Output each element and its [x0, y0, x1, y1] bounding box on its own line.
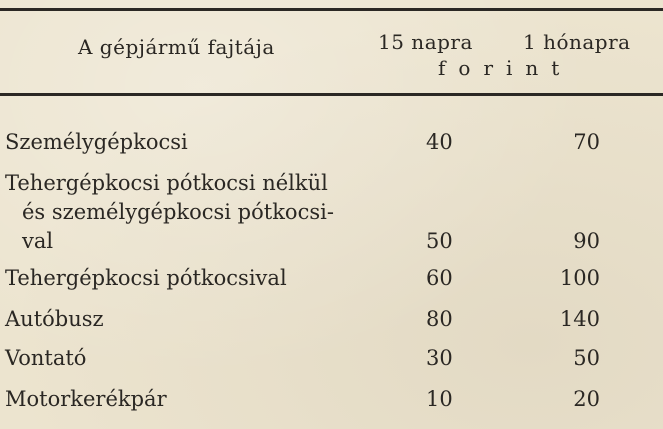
row-3-15-days: 60	[426, 266, 453, 290]
row-2-15-days: 50	[426, 229, 453, 253]
top-rule	[0, 8, 663, 11]
row-6-1-month: 20	[573, 387, 600, 411]
row-label-5: Vontató	[5, 346, 87, 370]
header-1-month: 1 hónapra	[523, 30, 631, 54]
row-2-1-month: 90	[573, 229, 600, 253]
row-4-15-days: 80	[426, 307, 453, 331]
row-4-1-month: 140	[559, 307, 600, 331]
row-1-15-days: 40	[426, 130, 453, 154]
row-label-3: Tehergépkocsi pótkocsival	[5, 266, 287, 290]
row-label-6: Motorkerékpár	[5, 387, 167, 411]
row-label-2-line-1: Tehergépkocsi pótkocsi nélkül	[5, 171, 328, 195]
header-15-days: 15 napra	[378, 30, 473, 54]
header-unit: forint	[438, 56, 573, 80]
row-label-2-line-2: és személygépkocsi pótkocsi-	[22, 200, 334, 224]
header-vehicle-type: A gépjármű fajtája	[78, 35, 275, 59]
row-1-1-month: 70	[573, 130, 600, 154]
row-label-2-line-3: val	[22, 229, 54, 253]
row-5-1-month: 50	[573, 346, 600, 370]
row-5-15-days: 30	[426, 346, 453, 370]
header-rule	[0, 93, 663, 96]
row-6-15-days: 10	[426, 387, 453, 411]
row-3-1-month: 100	[559, 266, 600, 290]
row-label-4: Autóbusz	[5, 307, 104, 331]
row-label-1: Személygépkocsi	[5, 130, 188, 154]
